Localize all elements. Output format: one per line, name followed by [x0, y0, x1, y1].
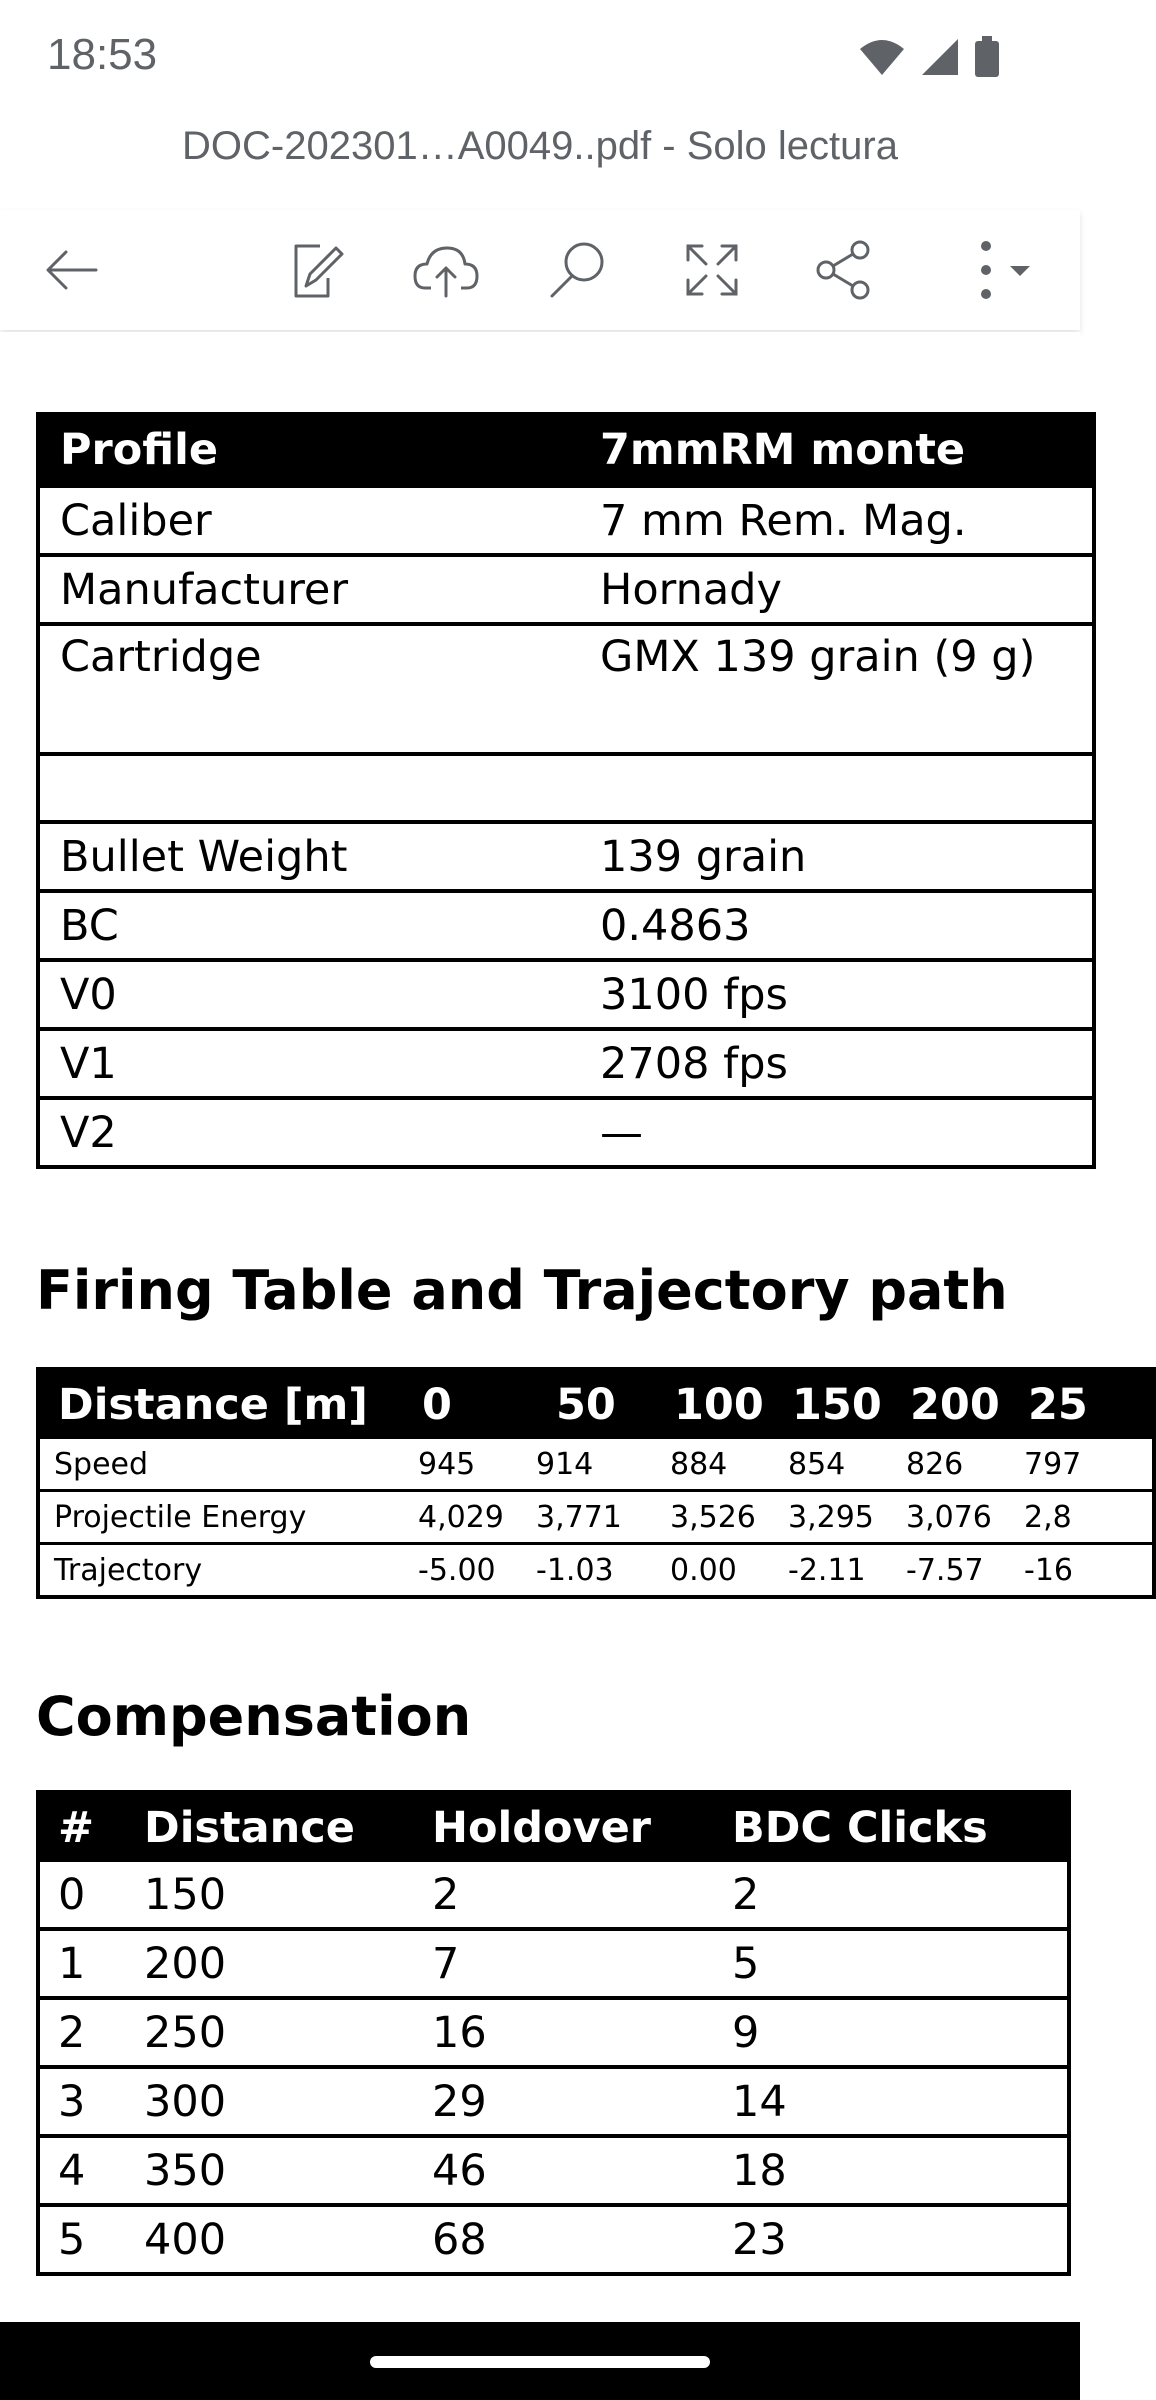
table-cell: 400	[144, 2214, 227, 2265]
row-label	[38, 754, 580, 822]
more-options-icon[interactable]	[956, 230, 1056, 310]
table-row	[38, 2067, 1069, 2136]
wifi-icon	[858, 37, 906, 81]
table-header-row	[38, 414, 1094, 486]
table-cell: 945	[404, 1439, 522, 1491]
row-label: Cartridge	[38, 624, 580, 754]
table-cell: 1	[38, 1929, 126, 1998]
status-bar	[0, 0, 1080, 116]
row-label: Speed	[38, 1439, 404, 1491]
table-cell: 250	[126, 1998, 414, 2067]
signal-icon	[920, 37, 960, 81]
row-label: V2	[60, 1107, 117, 1158]
table-row	[38, 822, 1094, 891]
table-cell: 14	[714, 2067, 1069, 2136]
table-cell: 300	[126, 2067, 414, 2136]
row-label: Bullet Weight	[38, 822, 580, 891]
row-value: —	[600, 1107, 643, 1158]
table-cell: 3,526	[656, 1491, 774, 1544]
row-label: Manufacturer	[38, 555, 580, 624]
profile-header-label: Profile	[38, 414, 580, 486]
fullscreen-icon[interactable]	[672, 230, 752, 310]
column-header: 100	[656, 1369, 774, 1439]
row-value: GMX 139 grain (9 g)	[580, 624, 1094, 754]
table-cell: 46	[414, 2136, 714, 2205]
row-value: 0.4863	[580, 891, 1094, 960]
column-header: #	[38, 1792, 126, 1862]
table-cell: 2	[38, 1998, 126, 2067]
table-cell: 2,8	[1010, 1491, 1154, 1544]
table-row-empty	[38, 754, 1094, 822]
pdf-page[interactable]	[0, 332, 1088, 2322]
table-cell: 350	[126, 2136, 414, 2205]
row-label: Caliber	[38, 486, 580, 555]
row-value	[580, 754, 1094, 822]
table-cell: 29	[414, 2067, 714, 2136]
table-row	[38, 624, 1094, 754]
table-cell: 2	[414, 1862, 714, 1929]
table-cell: 0	[38, 1862, 126, 1929]
row-value: 7 mm Rem. Mag.	[580, 486, 1094, 555]
table-cell: 3	[38, 2067, 126, 2136]
table-row	[38, 1998, 1069, 2067]
row-label: V1	[38, 1029, 580, 1098]
table-row	[38, 1098, 1094, 1167]
table-cell: 9	[714, 1998, 1069, 2067]
column-header: 150	[774, 1369, 892, 1439]
column-header: Distance	[126, 1792, 414, 1862]
table-row	[38, 2205, 1069, 2274]
table-row	[38, 2136, 1069, 2205]
table-header-row	[38, 1792, 1069, 1862]
table-row	[38, 960, 1094, 1029]
column-header: 50	[522, 1369, 656, 1439]
table-cell: 0.00	[670, 1552, 737, 1588]
table-cell: 4	[38, 2136, 126, 2205]
battery-icon	[974, 36, 1000, 82]
table-cell: 884	[656, 1439, 774, 1491]
cloud-upload-icon[interactable]	[406, 230, 486, 310]
table-cell: 150	[126, 1862, 414, 1929]
table-row	[38, 1929, 1069, 1998]
table-cell: 5	[58, 2214, 86, 2265]
row-value: 139 grain	[580, 822, 1094, 891]
table-cell: 200	[126, 1929, 414, 1998]
table-cell: -7.57	[906, 1552, 984, 1588]
search-icon[interactable]	[538, 230, 618, 310]
table-row	[38, 1862, 1069, 1929]
navigation-bar	[0, 2322, 1080, 2400]
table-cell: 2	[714, 1862, 1069, 1929]
table-cell: 16	[414, 1998, 714, 2067]
table-cell: -16	[1024, 1552, 1073, 1588]
table-row	[38, 1491, 1154, 1544]
table-row	[38, 1544, 1154, 1598]
table-row	[38, 486, 1094, 555]
status-time: 18:53	[47, 30, 158, 79]
toolbar	[0, 210, 1080, 330]
column-header: Holdover	[414, 1792, 714, 1862]
home-gesture-handle[interactable]	[370, 2356, 710, 2368]
column-header: 200	[892, 1369, 1010, 1439]
profile-table	[36, 412, 1096, 1169]
table-cell: 826	[892, 1439, 1010, 1491]
table-cell: 3,076	[892, 1491, 1010, 1544]
table-cell: 23	[732, 2214, 787, 2265]
table-cell: 5	[714, 1929, 1069, 1998]
firing-table	[36, 1367, 1156, 1599]
table-row	[38, 891, 1094, 960]
column-header: 0	[404, 1369, 522, 1439]
compensation-section-title: Compensation	[36, 1685, 472, 1748]
row-label: V0	[38, 960, 580, 1029]
table-cell: 18	[714, 2136, 1069, 2205]
table-cell: -5.00	[418, 1552, 496, 1588]
table-cell: 7	[414, 1929, 714, 1998]
row-value: 3100 fps	[580, 960, 1094, 1029]
compensation-table	[36, 1790, 1071, 2276]
edit-doc-icon[interactable]	[276, 230, 356, 310]
status-icons	[858, 36, 1000, 82]
table-row	[38, 1029, 1094, 1098]
table-cell: -2.11	[788, 1552, 866, 1588]
back-arrow-icon[interactable]	[32, 230, 112, 310]
table-cell: 914	[522, 1439, 656, 1491]
table-row	[38, 555, 1094, 624]
table-cell: 68	[432, 2214, 487, 2265]
row-label: BC	[38, 891, 580, 960]
firing-section-title: Firing Table and Trajectory path	[36, 1259, 1008, 1322]
table-row	[38, 1439, 1154, 1491]
table-header-row	[38, 1369, 1154, 1439]
profile-header-value: 7mmRM monte	[580, 414, 1094, 486]
column-header: Distance [m]	[38, 1369, 404, 1439]
share-icon[interactable]	[804, 230, 884, 310]
table-cell: 854	[774, 1439, 892, 1491]
column-header: BDC Clicks	[714, 1792, 1069, 1862]
table-cell: 4,029	[404, 1491, 522, 1544]
table-cell: 3,295	[774, 1491, 892, 1544]
table-cell: 797	[1010, 1439, 1154, 1491]
column-header: 25	[1010, 1369, 1154, 1439]
table-cell: -1.03	[536, 1552, 614, 1588]
row-label: Trajectory	[54, 1552, 203, 1588]
document-title: DOC-202301…A0049..pdf - Solo lectura	[182, 124, 898, 168]
table-cell: 3,771	[522, 1491, 656, 1544]
row-value: Hornady	[580, 555, 1094, 624]
row-label: Projectile Energy	[38, 1491, 404, 1544]
row-value: 2708 fps	[580, 1029, 1094, 1098]
